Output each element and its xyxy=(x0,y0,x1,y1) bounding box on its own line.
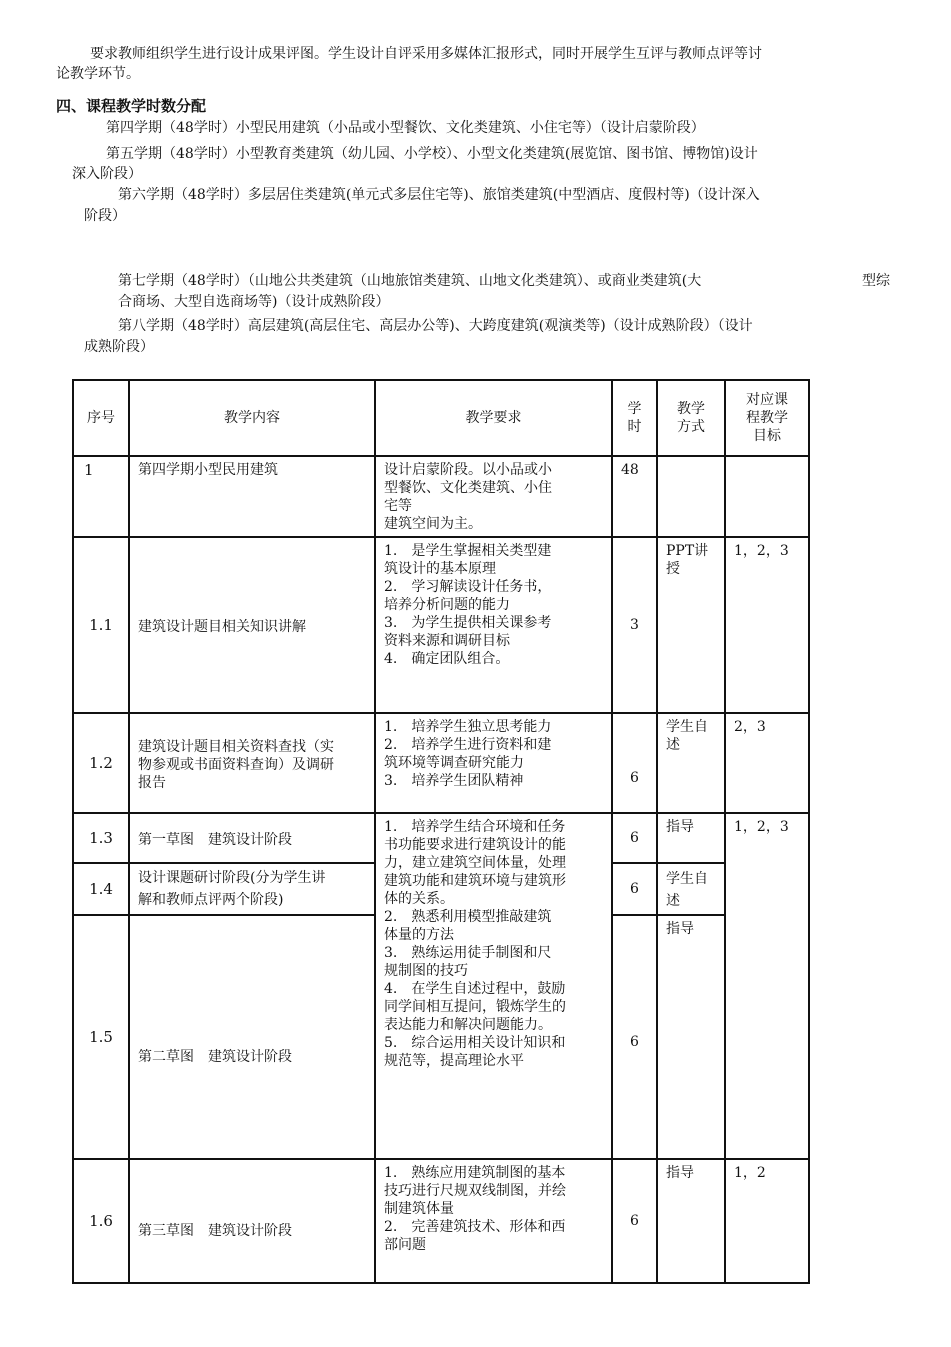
table-header-row xyxy=(73,380,809,456)
req-line: 部问题 xyxy=(384,1237,426,1253)
header-goal-line-3: 目标 xyxy=(753,428,781,444)
semester-6-line-1: 第六学期（48学时）多层居住类建筑(单元式多层住宅等)、旅馆类建筑(中型酒店、度假村等)（设计深入 xyxy=(118,187,760,203)
row-index: 1.1 xyxy=(73,537,129,713)
header-hours-line-2: 时 xyxy=(627,419,642,435)
row-goal: 2，3 xyxy=(725,713,809,813)
req-line: 型餐饮、文化类建筑、小住 xyxy=(384,480,552,496)
req-line: 5. 综合运用相关设计知识和 xyxy=(384,1035,566,1051)
row-method: 指导 xyxy=(657,813,725,863)
row-requirement xyxy=(375,1159,612,1283)
req-line: 4. 在学生自述过程中，鼓励 xyxy=(384,981,566,997)
row-goal: 1，2，3 xyxy=(725,537,809,713)
table-row xyxy=(73,813,809,863)
row-index: 1 xyxy=(73,456,129,537)
req-line: 1. 培养学生独立思考能力 xyxy=(384,719,552,735)
method-line: 授 xyxy=(666,561,680,577)
header-method-line-1: 教学 xyxy=(677,401,705,417)
row-content xyxy=(129,713,375,813)
row-requirement xyxy=(375,713,612,813)
content-line: 报告 xyxy=(138,775,166,791)
row-hours: 6 xyxy=(612,813,657,863)
req-line: 设计启蒙阶段。以小品或小 xyxy=(384,462,552,478)
row-goal: 1，2 xyxy=(725,1159,809,1283)
req-line: 书功能要求进行建筑设计的能 xyxy=(384,837,566,853)
req-line: 同学间相互提问，锻炼学生的 xyxy=(384,999,566,1015)
row-content: 第一草图 建筑设计阶段 xyxy=(129,813,375,863)
req-line: 规范等，提高理论水平 xyxy=(384,1053,524,1069)
header-hours-line-1: 学 xyxy=(627,401,642,417)
header-method xyxy=(657,380,725,456)
content-line: 解和教师点评两个阶段) xyxy=(138,892,284,908)
method-line: PPT讲 xyxy=(666,543,709,559)
req-line: 表达能力和解决问题能力。 xyxy=(384,1017,552,1033)
req-line: 培养分析问题的能力 xyxy=(384,597,510,613)
req-line: 技巧进行尺规双线制图，并绘 xyxy=(384,1183,566,1199)
row-method xyxy=(657,456,725,537)
intro-line-2: 论教学环节。 xyxy=(56,66,140,82)
row-index: 1.5 xyxy=(73,915,129,1159)
req-line: 力，建立建筑空间体量，处理 xyxy=(384,855,566,871)
header-goal-line-1: 对应课 xyxy=(746,392,788,408)
row-index: 1.6 xyxy=(73,1159,129,1283)
row-content: 建筑设计题目相关知识讲解 xyxy=(129,537,375,713)
table-row xyxy=(73,1159,809,1283)
req-line: 2. 熟悉利用模型推敲建筑 xyxy=(384,909,552,925)
row-method xyxy=(657,713,725,813)
table-row xyxy=(73,537,809,713)
row-hours: 6 xyxy=(612,1159,657,1283)
header-content: 教学内容 xyxy=(129,380,375,456)
content-line: 建筑设计题目相关资料查找（实 xyxy=(138,739,334,755)
req-line: 筑设计的基本原理 xyxy=(384,561,496,577)
row-content: 第二草图 建筑设计阶段 xyxy=(129,915,375,1159)
req-line: 1. 熟练应用建筑制图的基本 xyxy=(384,1165,566,1181)
req-line: 2. 培养学生进行资料和建 xyxy=(384,737,552,753)
row-method: 指导 xyxy=(657,1159,725,1283)
req-line: 筑环境等调查研究能力 xyxy=(384,755,524,771)
req-line: 体量的方法 xyxy=(384,927,454,943)
semester-8-line-1: 第八学期（48学时）高层建筑(高层住宅、高层办公等)、大跨度建筑(观演类等)（设计成熟阶段）（设计 xyxy=(118,318,753,334)
req-line: 3. 熟练运用徒手制图和尺 xyxy=(384,945,552,961)
row-requirement xyxy=(375,537,612,713)
table-row xyxy=(73,456,809,537)
section-heading: 四、课程教学时数分配 xyxy=(56,97,207,115)
row-content: 第三草图 建筑设计阶段 xyxy=(129,1159,375,1283)
semester-7-line-2: 合商场、大型自选商场等)（设计成熟阶段） xyxy=(118,294,390,310)
method-line: 学生自 xyxy=(666,719,708,735)
row-requirement-shared xyxy=(375,813,612,1159)
req-line: 建筑功能和建筑环境与建筑形 xyxy=(384,873,566,889)
row-index: 1.3 xyxy=(73,813,129,863)
semester-5-line-1: 第五学期（48学时）小型教育类建筑（幼儿园、小学校）、小型文化类建筑(展览馆、图书馆、博物馆)设计 xyxy=(106,146,758,162)
req-line: 资料来源和调研目标 xyxy=(384,633,510,649)
req-line: 宅等 xyxy=(384,498,412,514)
req-line: 1. 培养学生结合环境和任务 xyxy=(384,819,566,835)
req-line: 建筑空间为主。 xyxy=(384,516,482,532)
row-hours: 6 xyxy=(612,863,657,915)
req-line: 3. 培养学生团队精神 xyxy=(384,773,524,789)
method-line: 述 xyxy=(666,737,680,753)
row-requirement xyxy=(375,456,612,537)
header-hours xyxy=(612,380,657,456)
table-row xyxy=(73,713,809,813)
semester-5-line-2: 深入阶段） xyxy=(72,166,142,182)
req-line: 2. 学习解读设计任务书， xyxy=(384,579,552,595)
header-goal xyxy=(725,380,809,456)
req-line: 1. 是学生掌握相关类型建 xyxy=(384,543,552,559)
req-line: 制建筑体量 xyxy=(384,1201,454,1217)
row-hours: 6 xyxy=(612,713,657,813)
header-goal-line-2: 程教学 xyxy=(746,410,788,426)
semester-6-line-2: 阶段） xyxy=(84,208,126,224)
teaching-hours-table xyxy=(72,379,810,1284)
row-method xyxy=(657,863,725,915)
semester-4-line: 第四学期（48学时）小型民用建筑（小品或小型餐饮、文化类建筑、小住宅等）（设计启蒙阶段） xyxy=(106,120,705,136)
row-content: 第四学期小型民用建筑 xyxy=(129,456,375,537)
header-requirement: 教学要求 xyxy=(375,380,612,456)
header-method-line-2: 方式 xyxy=(677,419,705,435)
method-line: 述 xyxy=(666,893,680,909)
row-index: 1.2 xyxy=(73,713,129,813)
row-hours: 6 xyxy=(612,915,657,1159)
req-line: 3. 为学生提供相关课参考 xyxy=(384,615,552,631)
row-index: 1.4 xyxy=(73,863,129,915)
row-content xyxy=(129,863,375,915)
req-line: 规制图的技巧 xyxy=(384,963,468,979)
row-method: 指导 xyxy=(657,915,725,1159)
req-line: 2. 完善建筑技术、形体和西 xyxy=(384,1219,566,1235)
req-line: 体的关系。 xyxy=(384,891,454,907)
row-method xyxy=(657,537,725,713)
row-hours: 3 xyxy=(612,537,657,713)
semester-8-line-2: 成熟阶段） xyxy=(84,339,154,355)
intro-line-1: 要求教师组织学生进行设计成果评图。学生设计自评采用多媒体汇报形式，同时开展学生互评与教师点评等讨 xyxy=(90,46,762,62)
content-line: 设计课题研讨阶段(分为学生讲 xyxy=(138,870,326,886)
semester-7-line-1: 第七学期（48学时）（山地公共类建筑（山地旅馆类建筑、山地文化类建筑）、或商业类建筑(大 xyxy=(118,273,702,289)
row-goal xyxy=(725,456,809,537)
header-index: 序号 xyxy=(73,380,129,456)
row-goal-shared: 1，2，3 xyxy=(725,813,809,1159)
method-line: 学生自 xyxy=(666,871,708,887)
semester-7-line-1-end: 型综 xyxy=(862,273,890,289)
row-hours: 48 xyxy=(612,456,657,537)
req-line: 4. 确定团队组合。 xyxy=(384,651,510,667)
content-line: 物参观或书面资料查询）及调研 xyxy=(138,757,334,773)
